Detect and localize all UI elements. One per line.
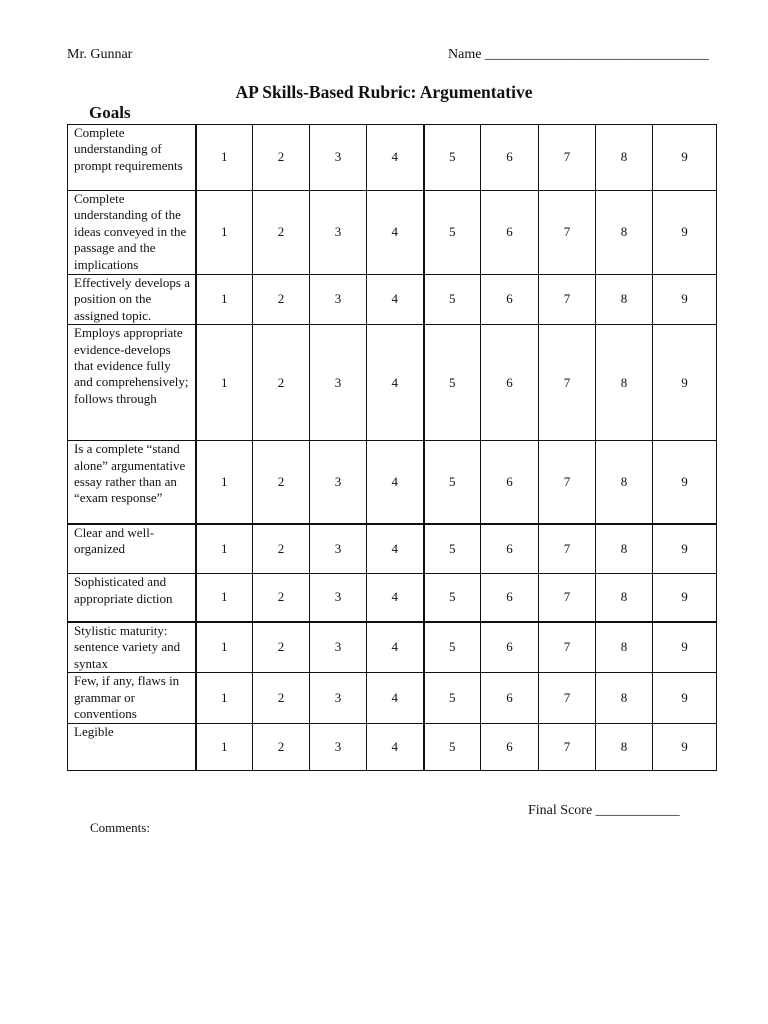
score-option: 7 [539, 574, 596, 622]
rubric-row [68, 724, 717, 771]
score-option: 7 [539, 524, 596, 574]
score-option: 5 [424, 574, 481, 622]
score-option: 1 [196, 275, 253, 325]
rubric-row [68, 275, 717, 325]
score-option: 5 [424, 441, 481, 524]
rubric-row [68, 622, 717, 673]
score-option: 8 [596, 524, 653, 574]
score-option: 8 [596, 441, 653, 524]
score-option: 4 [367, 325, 424, 441]
page-title: AP Skills-Based Rubric: Argumentative [235, 82, 533, 102]
score-option: 6 [481, 524, 539, 574]
score-option: 5 [424, 524, 481, 574]
rubric-row [68, 191, 717, 275]
score-option: 5 [424, 125, 481, 191]
score-option: 2 [253, 673, 310, 724]
score-option: 6 [481, 275, 539, 325]
score-option: 8 [596, 325, 653, 441]
rubric-row [68, 125, 717, 191]
score-option: 1 [196, 441, 253, 524]
score-option: 7 [539, 622, 596, 673]
score-option: 1 [196, 125, 253, 191]
score-option: 4 [367, 724, 424, 771]
score-option: 4 [367, 275, 424, 325]
score-option: 2 [253, 524, 310, 574]
goal-description: Is a complete “stand alone” argumentative essay rather than an “exam response” [68, 441, 196, 524]
goals-heading: Goals [89, 103, 131, 122]
score-option: 3 [310, 524, 367, 574]
goal-description: Sophisticated and appropriate diction [68, 574, 196, 622]
teacher-name: Mr. Gunnar [67, 47, 133, 62]
score-option: 5 [424, 724, 481, 771]
score-option: 6 [481, 325, 539, 441]
score-option: 4 [367, 673, 424, 724]
score-option: 9 [653, 622, 717, 673]
score-option: 3 [310, 275, 367, 325]
score-option: 6 [481, 574, 539, 622]
score-option: 7 [539, 724, 596, 771]
goal-description: Complete understanding of the ideas conveyed in the passage and the implications [68, 191, 196, 275]
score-option: 7 [539, 275, 596, 325]
score-option: 4 [367, 191, 424, 275]
score-option: 9 [653, 325, 717, 441]
score-option: 1 [196, 574, 253, 622]
goal-description: Legible [68, 724, 196, 771]
score-option: 8 [596, 574, 653, 622]
score-option: 3 [310, 574, 367, 622]
score-option: 3 [310, 673, 367, 724]
score-option: 6 [481, 125, 539, 191]
score-option: 9 [653, 275, 717, 325]
score-option: 9 [653, 574, 717, 622]
rubric-row [68, 673, 717, 724]
score-option: 3 [310, 622, 367, 673]
score-option: 2 [253, 622, 310, 673]
score-option: 9 [653, 524, 717, 574]
score-option: 2 [253, 325, 310, 441]
score-option: 5 [424, 622, 481, 673]
score-option: 3 [310, 191, 367, 275]
score-option: 1 [196, 673, 253, 724]
score-option: 4 [367, 574, 424, 622]
score-option: 1 [196, 524, 253, 574]
score-option: 7 [539, 441, 596, 524]
score-option: 2 [253, 574, 310, 622]
score-option: 8 [596, 724, 653, 771]
score-option: 3 [310, 125, 367, 191]
goal-description: Effectively develops a position on the assigned topic. [68, 275, 196, 325]
score-option: 3 [310, 441, 367, 524]
score-option: 9 [653, 191, 717, 275]
goal-description: Stylistic maturity: sentence variety and syntax [68, 622, 196, 673]
score-option: 5 [424, 673, 481, 724]
goal-description: Clear and well-organized [68, 524, 196, 574]
score-option: 6 [481, 724, 539, 771]
goal-description: Few, if any, flaws in grammar or conventions [68, 673, 196, 724]
rubric-row [68, 441, 717, 524]
score-option: 7 [539, 673, 596, 724]
comments-label: Comments: [90, 820, 150, 835]
score-option: 8 [596, 191, 653, 275]
score-option: 2 [253, 125, 310, 191]
score-option: 8 [596, 125, 653, 191]
score-option: 4 [367, 125, 424, 191]
score-option: 2 [253, 441, 310, 524]
score-option: 6 [481, 622, 539, 673]
rubric-row [68, 524, 717, 574]
goal-description: Complete understanding of prompt requirements [68, 125, 196, 191]
score-option: 9 [653, 125, 717, 191]
score-option: 7 [539, 191, 596, 275]
score-option: 9 [653, 441, 717, 524]
score-option: 4 [367, 441, 424, 524]
score-option: 6 [481, 673, 539, 724]
rubric-table [67, 124, 717, 771]
rubric-row [68, 574, 717, 622]
score-option: 2 [253, 275, 310, 325]
score-option: 6 [481, 191, 539, 275]
score-option: 7 [539, 325, 596, 441]
score-option: 2 [253, 724, 310, 771]
score-option: 4 [367, 622, 424, 673]
score-option: 2 [253, 191, 310, 275]
score-option: 8 [596, 673, 653, 724]
score-option: 1 [196, 622, 253, 673]
score-option: 4 [367, 524, 424, 574]
score-option: 1 [196, 191, 253, 275]
score-option: 3 [310, 325, 367, 441]
score-option: 9 [653, 724, 717, 771]
goal-description: Employs appropriate evidence-develops that evidence fully and comprehensively; follows through [68, 325, 196, 441]
score-option: 8 [596, 275, 653, 325]
score-option: 7 [539, 125, 596, 191]
score-option: 5 [424, 191, 481, 275]
score-option: 1 [196, 724, 253, 771]
rubric-row [68, 325, 717, 441]
score-option: 9 [653, 673, 717, 724]
score-option: 8 [596, 622, 653, 673]
score-option: 3 [310, 724, 367, 771]
student-name-field: Name ________________________________ [448, 47, 709, 62]
score-option: 6 [481, 441, 539, 524]
score-option: 1 [196, 325, 253, 441]
score-option: 5 [424, 325, 481, 441]
final-score-field: Final Score ____________ [528, 803, 680, 818]
score-option: 5 [424, 275, 481, 325]
